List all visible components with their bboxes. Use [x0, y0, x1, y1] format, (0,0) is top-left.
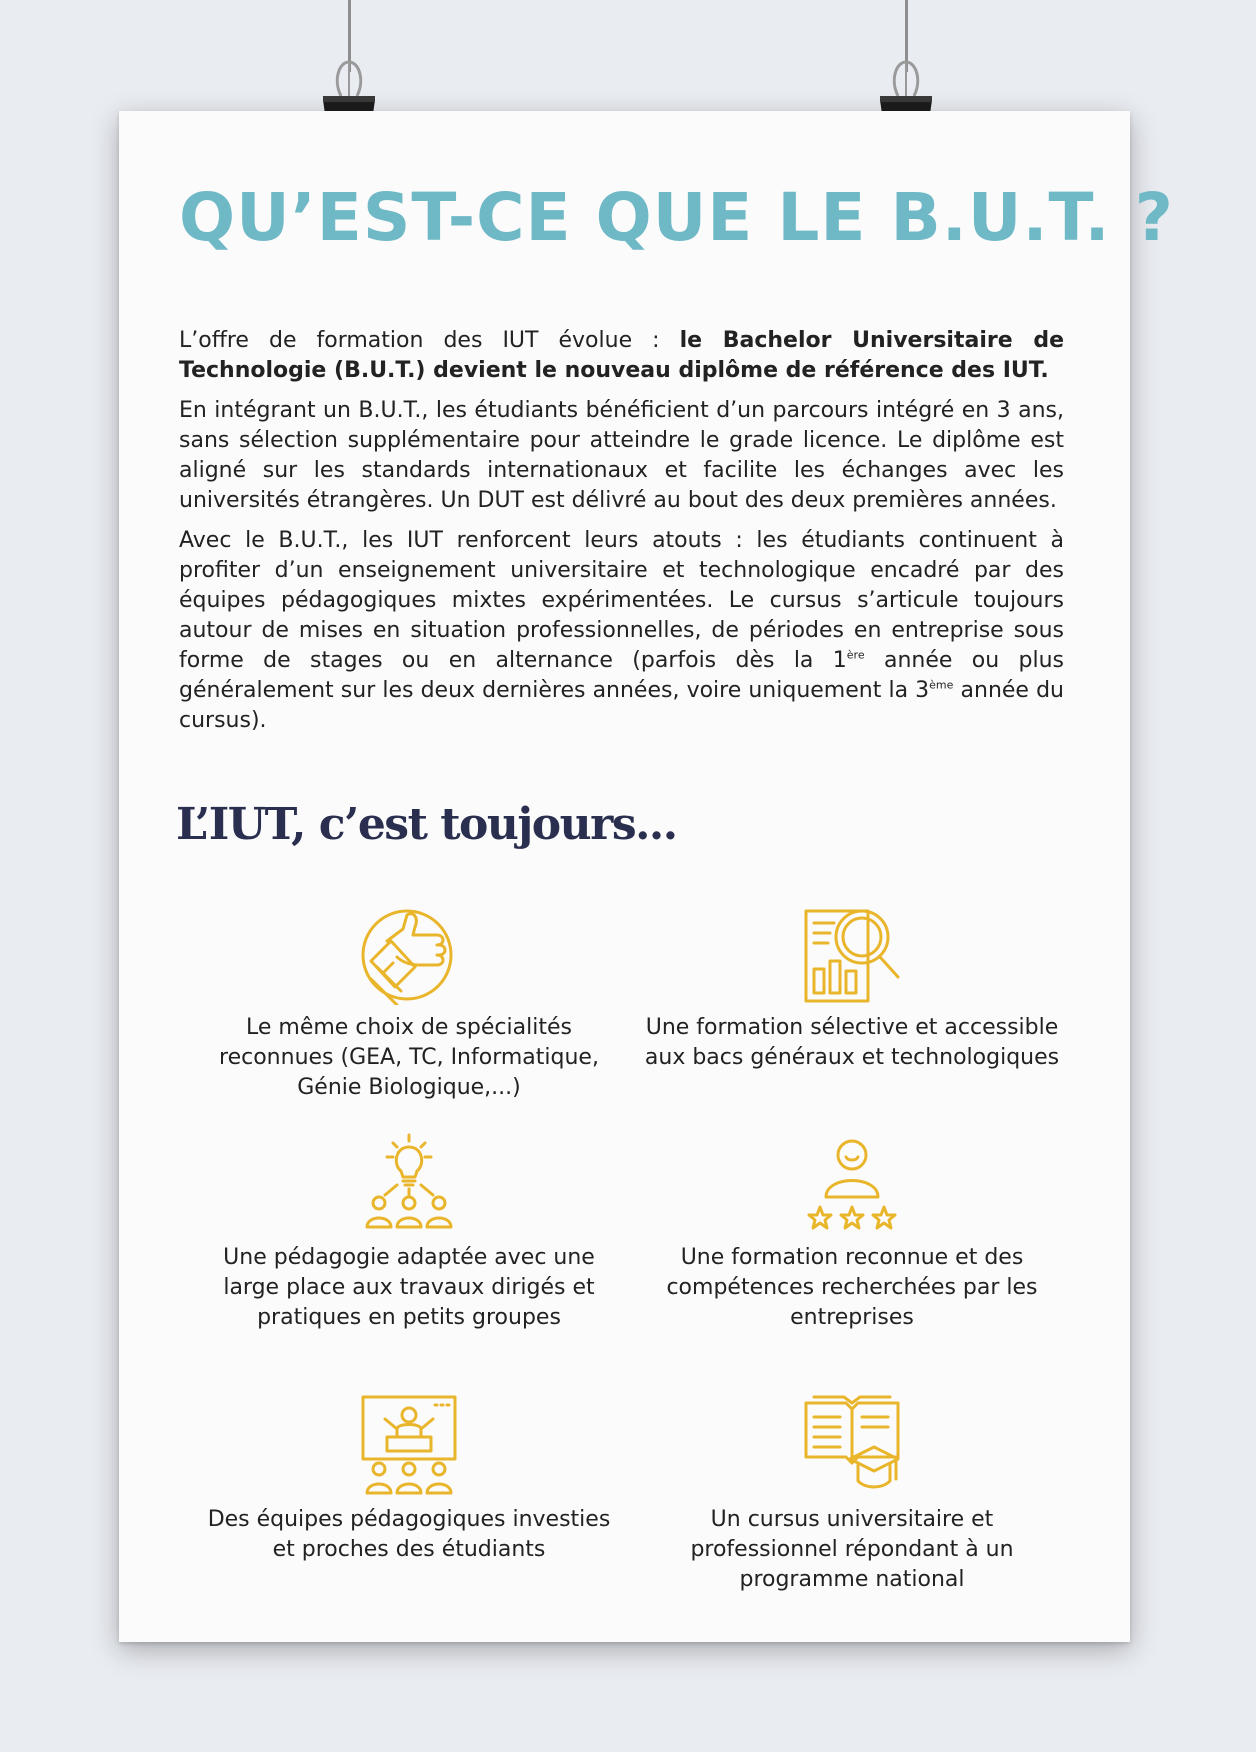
poster-title: QU’EST-CE QUE LE B.U.T. ?: [179, 179, 1174, 256]
intro-paragraph-1-bold: le Bachelor Universitaire de Technologie (B.U.T.) devient le nouveau diplôme de référence des IUT.: [179, 328, 1064, 383]
intro-paragraph-3: [179, 526, 1064, 736]
intro-paragraph-3-part-3: année du cursus).: [179, 678, 1064, 733]
feature-item: [199, 1393, 619, 1565]
section-subtitle: L’IUT, c’est toujours...: [176, 799, 677, 850]
intro-paragraph-3-part-1: Avec le B.U.T., les IUT renforcent leurs atouts : les étudiants continuent à profiter d’un enseignement universitaire et technologique encadré par des équipes pédagogiques mixtes expérimentées. Le cursus s’articule toujours autour de mises en situation professionnelles, de périodes en entreprise sous forme de stages ou en alternance (parfois dès la 1: [179, 528, 1064, 673]
intro-paragraph-3-part-2: année ou plus généralement sur les deux dernières années, voire uniquement la 3: [179, 648, 1065, 703]
feature-item: [642, 1393, 1062, 1595]
feature-item: [642, 901, 1062, 1073]
rated-person-icon: [800, 1131, 904, 1235]
teacher-classroom-icon: [357, 1393, 461, 1497]
thumbs-up-icon: [357, 901, 461, 1005]
feature-item: [199, 901, 619, 1103]
feature-text: Une formation sélective et accessible aux bacs généraux et technologiques: [644, 1015, 1060, 1070]
superscript-eme: ème: [929, 678, 954, 692]
feature-item: [642, 1131, 1062, 1333]
intro-paragraph-1: [179, 326, 1064, 386]
lightbulb-group-icon: [357, 1131, 461, 1235]
feature-text: Le même choix de spécialités reconnues (GEA, TC, Informatique, Génie Biologique,...): [219, 1015, 599, 1100]
intro-paragraph-2: En intégrant un B.U.T., les étudiants bénéficient d’un parcours intégré en 3 ans, sans sélection supplémentaire pour atteindre le grade licence. Le diplôme est aligné sur les standards internationaux et facilite les échanges avec les universités étrangères. Un DUT est délivré au bout des deux premières années.: [179, 398, 1064, 513]
report-magnifier-icon: [800, 901, 904, 1005]
feature-text: Une pédagogie adaptée avec une large place aux travaux dirigés et pratiques en petits groupes: [223, 1245, 595, 1330]
superscript-ere: ère: [846, 648, 865, 662]
intro-paragraph-1-regular: L’offre de formation des IUT évolue :: [179, 328, 680, 353]
feature-item: [199, 1131, 619, 1333]
feature-text: Une formation reconnue et des compétences recherchées par les entreprises: [666, 1245, 1038, 1330]
intro-text: [179, 326, 1064, 746]
feature-text: Des équipes pédagogiques investies et proches des étudiants: [207, 1507, 611, 1562]
poster: [119, 111, 1174, 1642]
feature-text: Un cursus universitaire et professionnel répondant à un programme national: [690, 1507, 1014, 1592]
book-graduation-cap-icon: [800, 1393, 904, 1497]
